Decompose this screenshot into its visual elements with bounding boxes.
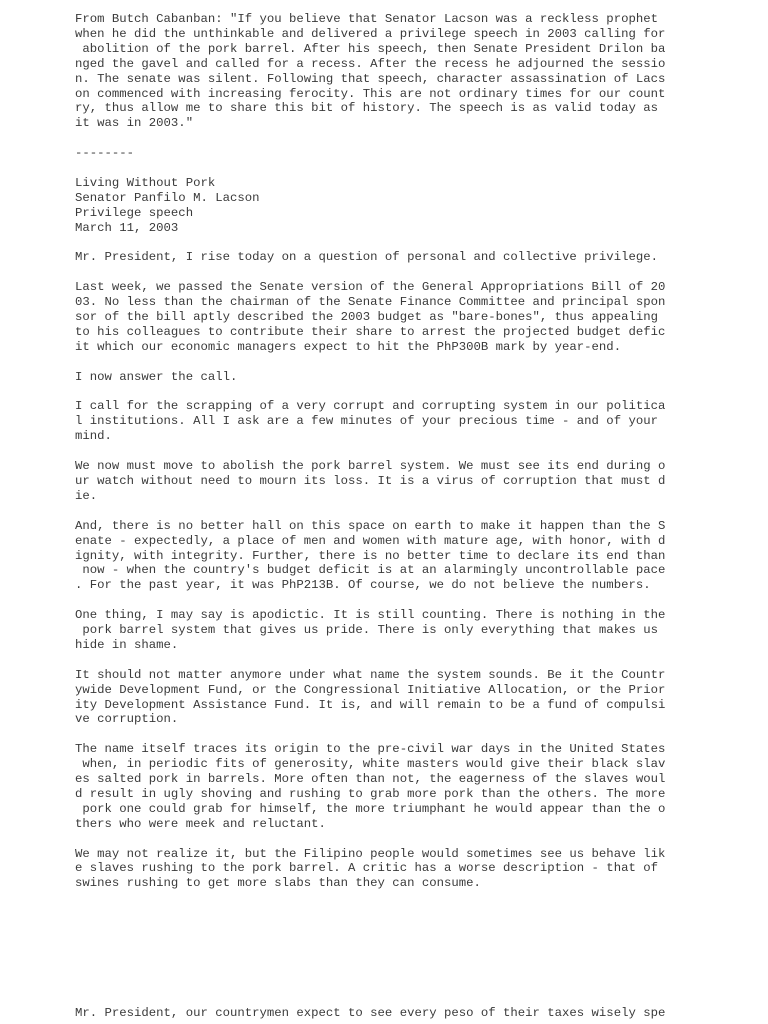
text-line: . For the past year, it was PhP213B. Of course, we do not believe the numbers. bbox=[75, 578, 651, 593]
paragraph-title-block bbox=[75, 176, 715, 236]
text-line: ur watch without need to mourn its loss. It is a virus of corruption that must d bbox=[75, 473, 666, 488]
text-line: I now answer the call. bbox=[75, 369, 238, 384]
text-line: when he did the unthinkable and delivered a privilege speech in 2003 calling for bbox=[75, 26, 666, 41]
text-line: d result in ugly shoving and rushing to grab more pork than the others. The more bbox=[75, 786, 666, 801]
document-body bbox=[75, 12, 715, 906]
text-line: it was in 2003." bbox=[75, 116, 194, 131]
paragraph-speech-hall bbox=[75, 519, 715, 594]
text-line: Last week, we passed the Senate version of the General Appropriations Bill of 20 bbox=[75, 280, 666, 295]
text-line: The name itself traces its origin to the pre-civil war days in the United States bbox=[75, 742, 666, 757]
text-line: sor of the bill aptly described the 2003 budget as "bare-bones", thus appealing bbox=[75, 310, 658, 325]
text-line: ity Development Assistance Fund. It is, and will remain to be a fund of compulsi bbox=[75, 697, 666, 712]
text-line: nged the gavel and called for a recess. After the recess he adjourned the sessio bbox=[75, 56, 666, 71]
text-line: 03. No less than the chairman of the Senate Finance Committee and principal spon bbox=[75, 295, 666, 310]
paragraph-speech-behave bbox=[75, 847, 715, 892]
text-line: We now must move to abolish the pork barrel system. We must see its end during o bbox=[75, 459, 666, 474]
text-line: Mr. President, I rise today on a question of personal and collective privilege. bbox=[75, 250, 658, 265]
continuation-line: Mr. President, our countrymen expect to see every peso of their taxes wisely spe bbox=[75, 1006, 666, 1020]
text-line: pork one could grab for himself, the more triumphant he would appear than the o bbox=[75, 801, 666, 816]
text-line: e slaves rushing to the pork barrel. A critic has a worse description - that of bbox=[75, 861, 658, 876]
text-line: ywide Development Fund, or the Congressional Initiative Allocation, or the Prior bbox=[75, 682, 666, 697]
text-line: Senator Panfilo M. Lacson bbox=[75, 190, 260, 205]
text-line: I call for the scrapping of a very corrupt and corrupting system in our politica bbox=[75, 399, 666, 414]
text-line: thers who were meek and reluctant. bbox=[75, 816, 326, 831]
text-line: One thing, I may say is apodictic. It is still counting. There is nothing in the bbox=[75, 608, 666, 623]
text-line: on commenced with increasing ferocity. This are not ordinary times for our count bbox=[75, 86, 666, 101]
text-line: to his colleagues to contribute their share to arrest the projected budget defic bbox=[75, 324, 666, 339]
paragraph-intro-quote bbox=[75, 12, 715, 131]
text-line: Living Without Pork bbox=[75, 175, 216, 190]
paragraph-speech-budget bbox=[75, 280, 715, 355]
text-line: -------- bbox=[75, 146, 135, 161]
text-line: it which our economic managers expect to hit the PhP300B mark by year-end. bbox=[75, 339, 622, 354]
text-line: pork barrel system that gives us pride. There is only everything that makes us bbox=[75, 623, 658, 638]
paragraph-speech-call bbox=[75, 399, 715, 444]
text-line: enate - expectedly, a place of men and women with mature age, with honor, with d bbox=[75, 533, 666, 548]
paragraph-speech-name bbox=[75, 668, 715, 728]
text-line: now - when the country's budget deficit is at an alarmingly uncontrollable pace bbox=[75, 563, 666, 578]
text-line: ve corruption. bbox=[75, 712, 179, 727]
paragraph-speech-abolish bbox=[75, 459, 715, 504]
text-line: n. The senate was silent. Following that speech, character assassination of Lacs bbox=[75, 71, 666, 86]
text-line: We may not realize it, but the Filipino people would sometimes see us behave lik bbox=[75, 846, 666, 861]
text-line: It should not matter anymore under what name the system sounds. Be it the Countr bbox=[75, 667, 666, 682]
text-line: ry, thus allow me to share this bit of history. The speech is as valid today as bbox=[75, 101, 658, 116]
text-line: abolition of the pork barrel. After his speech, then Senate President Drilon ba bbox=[75, 41, 666, 56]
text-line: hide in shame. bbox=[75, 637, 179, 652]
paragraph-speech-origin bbox=[75, 742, 715, 831]
text-line: l institutions. All I ask are a few minutes of your precious time - and of your bbox=[75, 414, 658, 429]
text-line: swines rushing to get more slabs than they can consume. bbox=[75, 876, 481, 891]
text-line: From Butch Cabanban: "If you believe that Senator Lacson was a reckless prophet bbox=[75, 12, 658, 26]
text-line: ie. bbox=[75, 488, 98, 503]
text-line: mind. bbox=[75, 429, 112, 444]
text-line: March 11, 2003 bbox=[75, 220, 179, 235]
paragraph-speech-opening bbox=[75, 250, 715, 265]
text-line: ignity, with integrity. Further, there is no better time to declare its end than bbox=[75, 548, 666, 563]
paragraph-speech-apodictic bbox=[75, 608, 715, 653]
paragraph-separator bbox=[75, 146, 715, 161]
paragraph-speech-answer bbox=[75, 370, 715, 385]
text-line: And, there is no better hall on this space on earth to make it happen than the S bbox=[75, 518, 666, 533]
text-line: es salted pork in barrels. More often than not, the eagerness of the slaves woul bbox=[75, 772, 666, 787]
text-line: Privilege speech bbox=[75, 205, 194, 220]
text-line: when, in periodic fits of generosity, white masters would give their black slav bbox=[75, 757, 666, 772]
